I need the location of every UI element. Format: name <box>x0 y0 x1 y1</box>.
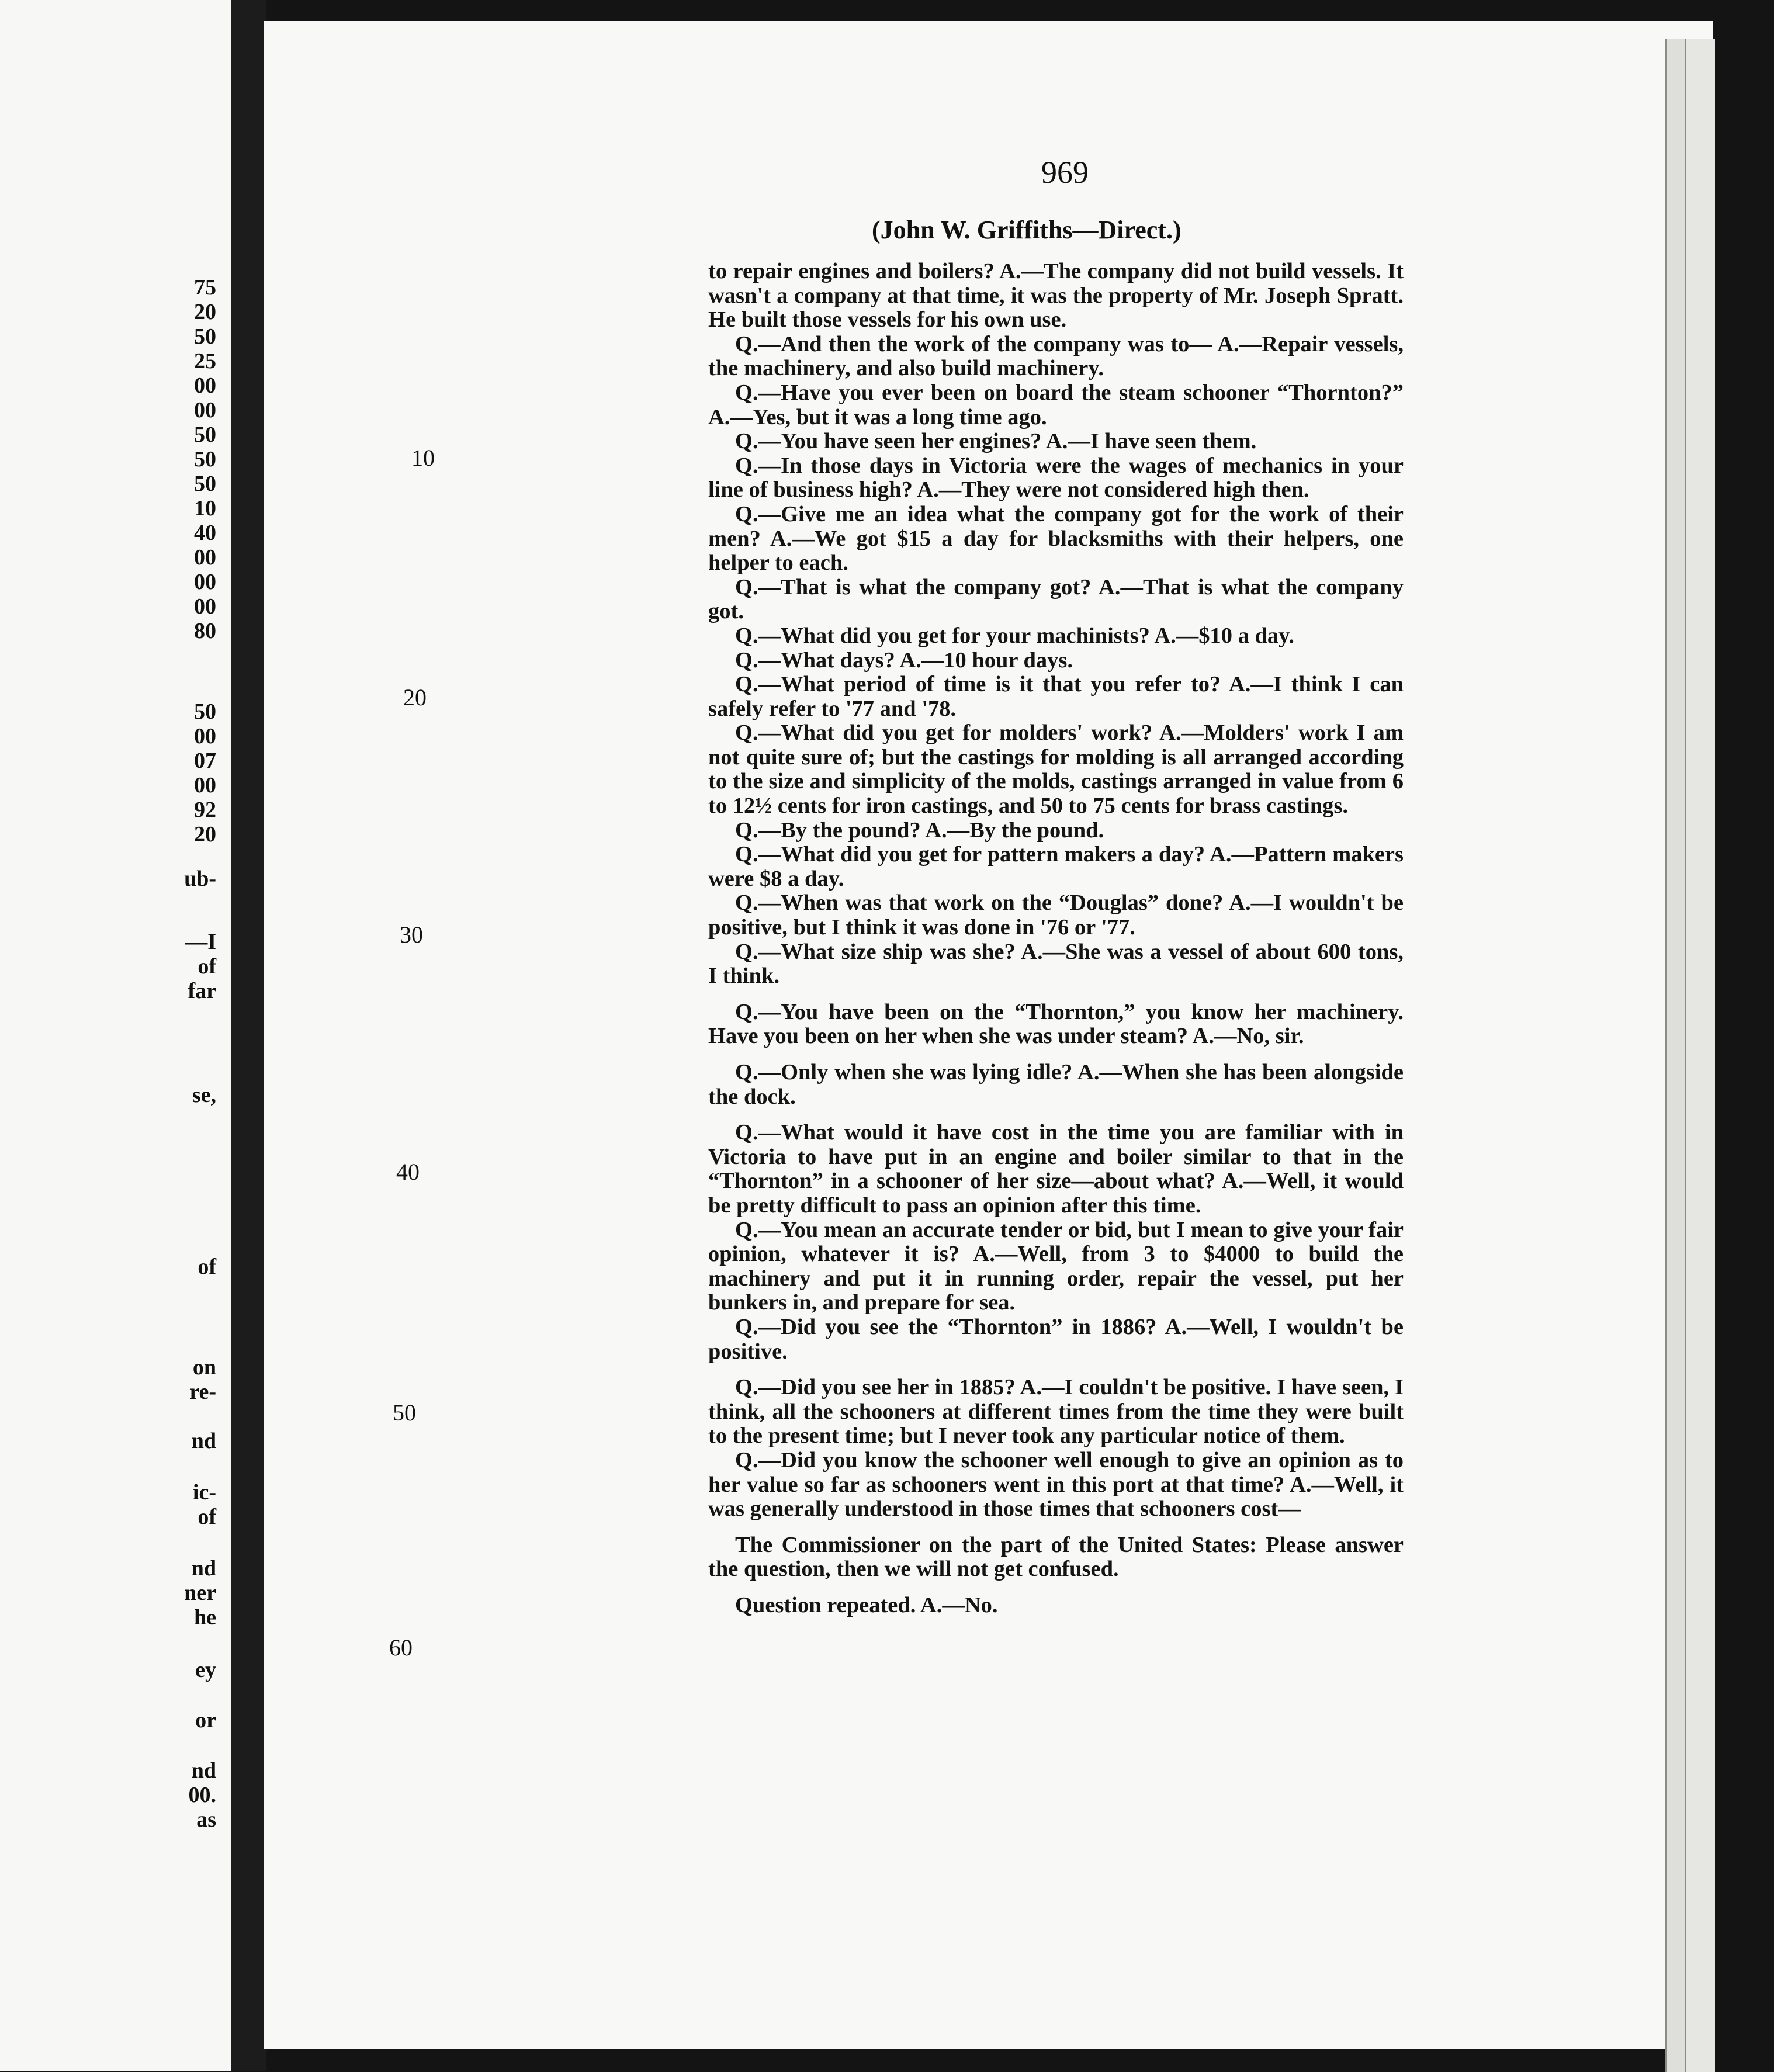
margin-fragment: 00 <box>194 545 216 570</box>
book-gutter <box>231 0 266 2071</box>
margin-fragment: of <box>198 954 216 979</box>
margin-fragment: nd <box>191 1429 216 1453</box>
paragraph: Question repeated. A.—No. <box>735 1592 998 1617</box>
margin-fragment: or <box>195 1708 216 1733</box>
line-number: 10 <box>411 445 435 471</box>
paragraph: Q.—What would it have cost in the time you are familiar with in Victoria to have put in an engine and boiler similar to that in the “Thornton” in a schooner of her size—about what? A.—Well, it would be pretty difficult to pass an opinion after this time. <box>708 1120 1404 1218</box>
margin-fragment: 50 <box>194 447 216 472</box>
left-facing-page <box>0 0 240 2071</box>
paragraph: Q.—What did you get for molders' work? A.—Molders' work I am not quite sure of; but the castings for molding is all arranged according to the size and simplicity of the molds, castings arranged in value from 6 to 12½ cents for iron castings, and 50 to 75 cents for brass castings. <box>708 720 1404 819</box>
margin-fragment: ic- <box>192 1480 216 1505</box>
line-number: 60 <box>389 1634 413 1661</box>
margin-fragment: ner <box>184 1581 216 1605</box>
margin-fragment: 20 <box>194 822 216 847</box>
paragraph: Q.—That is what the company got? A.—That is what the company got. <box>708 574 1404 624</box>
paragraph: Q.—What period of time is it that you refer to? A.—I think I can safely refer to '77 and '78. <box>708 672 1404 721</box>
paragraph: Q.—When was that work on the “Douglas” done? A.—I wouldn't be positive, but I think it was done in '76 or '77. <box>708 891 1404 940</box>
paragraph: Q.—By the pound? A.—By the pound. <box>735 817 1104 843</box>
margin-fragment: 75 <box>194 275 216 300</box>
document-page <box>264 21 1713 2049</box>
margin-fragment: 40 <box>194 521 216 545</box>
paragraph: Q.—What size ship was she? A.—She was a vessel of about 600 tons, I think. <box>708 939 1404 989</box>
line-number: 50 <box>393 1399 416 1426</box>
paragraph: Q.—And then the work of the company was to— A.—Repair vessels, the machinery, and also build machinery. <box>708 331 1404 381</box>
margin-fragment: 00 <box>194 724 216 749</box>
margin-fragment: 00 <box>194 773 216 798</box>
paragraph: Q.—Did you see the “Thornton” in 1886? A.—Well, I wouldn't be positive. <box>708 1314 1404 1364</box>
margin-fragment: he <box>194 1605 216 1630</box>
margin-fragment: 00. <box>188 1783 216 1807</box>
margin-fragment: 25 <box>194 349 216 373</box>
margin-fragment: —I <box>185 930 216 954</box>
paragraph: Q.—You have seen her engines? A.—I have seen them. <box>735 429 1257 454</box>
margin-fragment: far <box>188 979 216 1003</box>
margin-fragment: 50 <box>194 324 216 349</box>
margin-fragment: 80 <box>194 619 216 643</box>
paragraph: Q.—What days? A.—10 hour days. <box>735 647 1073 673</box>
paragraph: The Commissioner on the part of the United States: Please answer the question, then we will not get confused. <box>708 1532 1404 1582</box>
margin-fragment: as <box>196 1807 216 1832</box>
running-head: (John W. Griffiths—Direct.) <box>872 216 1181 244</box>
paragraph: Q.—Only when she was lying idle? A.—When she has been alongside the dock. <box>708 1060 1404 1109</box>
margin-fragment: 10 <box>194 496 216 521</box>
margin-fragment: on <box>192 1355 216 1380</box>
margin-fragment: 00 <box>194 373 216 398</box>
margin-fragment: of <box>198 1505 216 1529</box>
paragraph: Q.—What did you get for your machinists? A.—$10 a day. <box>735 623 1294 648</box>
paragraph: Q.—What did you get for pattern makers a day? A.—Pattern makers were $8 a day. <box>708 842 1404 891</box>
paragraph: to repair engines and boilers? A.—The company did not build vessels. It wasn't a company at that time, it was the property of Mr. Joseph Spratt. He built those vessels for his own use. <box>708 259 1404 332</box>
line-number: 30 <box>400 921 423 948</box>
margin-fragment: 20 <box>194 300 216 324</box>
page-edge <box>1684 39 1715 2072</box>
margin-fragment: 07 <box>194 749 216 773</box>
margin-fragment: 00 <box>194 570 216 594</box>
paragraph: Q.—Give me an idea what the company got for the work of their men? A.—We got $15 a day for blacksmiths with their helpers, one helper to each. <box>708 501 1404 576</box>
margin-fragment: 50 <box>194 699 216 724</box>
margin-fragment: 92 <box>194 798 216 822</box>
margin-fragment: 50 <box>194 422 216 447</box>
margin-fragment: re- <box>189 1380 216 1404</box>
margin-fragment: 50 <box>194 472 216 496</box>
paragraph: Q.—In those days in Victoria were the wages of mechanics in your line of business high? A.—They were not considered high then. <box>708 453 1404 503</box>
margin-fragment: nd <box>191 1556 216 1581</box>
margin-fragment: 00 <box>194 398 216 422</box>
margin-fragment: se, <box>192 1083 216 1107</box>
line-number: 40 <box>396 1159 420 1185</box>
testimony-text <box>708 259 1404 1617</box>
paragraph: Q.—Did you know the schooner well enough to give an opinion as to her value so far as schooners went in this port at that time? A.—Well, it was generally understood in those times that schooners cost— <box>708 1447 1404 1522</box>
page-number: 969 <box>1041 155 1089 190</box>
paragraph: Q.—You have been on the “Thornton,” you know her machinery. Have you been on her when she was under steam? A.—No, sir. <box>708 999 1404 1049</box>
margin-fragment: ey <box>195 1658 216 1682</box>
margin-fragment: 00 <box>194 594 216 619</box>
paragraph: Q.—Did you see her in 1885? A.—I couldn't be positive. I have seen, I think, all the schooners at different times from the time they were built to the present time; but I never took any particular notice of them. <box>708 1375 1404 1449</box>
margin-fragment: ub- <box>184 867 216 891</box>
paragraph: Q.—You mean an accurate tender or bid, but I mean to give your fair opinion, whatever it is? A.—Well, from 3 to $4000 to build the machinery and put it in running order, repair the vessel, put her bunkers in, and prepare for sea. <box>708 1217 1404 1315</box>
margin-fragment: nd <box>191 1758 216 1783</box>
paragraph: Q.—Have you ever been on board the steam schooner “Thornton?” A.—Yes, but it was a long time ago. <box>708 380 1404 429</box>
line-number: 20 <box>403 684 427 711</box>
margin-fragment: of <box>198 1255 216 1279</box>
page-edge <box>1665 39 1685 2072</box>
